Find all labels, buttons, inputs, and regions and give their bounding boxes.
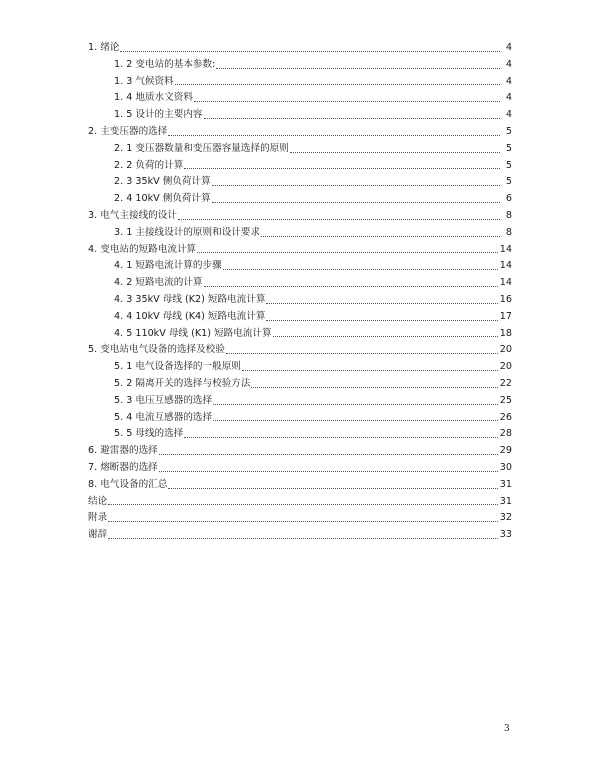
toc-dot-leader <box>212 185 500 186</box>
toc-dot-leader <box>290 152 500 153</box>
toc-entry-title: 2. 4 10kV 侧负荷计算 <box>114 193 211 205</box>
toc-dot-leader <box>184 437 497 438</box>
toc-dot-leader <box>213 404 498 405</box>
toc-entry-page: 20 <box>499 344 512 356</box>
toc-entry-title: 4. 变电站的短路电流计算 <box>88 243 197 255</box>
toc-dot-leader <box>120 51 500 52</box>
toc-entry-page: 14 <box>499 277 512 289</box>
toc-entry-title: 3. 电气主接线的设计 <box>88 209 177 221</box>
toc-entry-page: 22 <box>499 377 512 389</box>
toc-dot-leader <box>242 370 498 371</box>
toc-entry[interactable] <box>88 477 512 494</box>
toc-entry[interactable] <box>88 208 512 225</box>
toc-entry-title: 谢辞 <box>88 529 108 541</box>
toc-entry[interactable] <box>88 326 512 343</box>
toc-dot-leader <box>223 269 498 270</box>
toc-entry-title: 2. 1 变压器数量和变压器容量选择的原则 <box>114 142 289 154</box>
toc-entry-page: 18 <box>499 327 512 339</box>
toc-entry-page: 31 <box>499 478 512 490</box>
toc-entry-page: 28 <box>499 428 512 440</box>
toc-entry[interactable] <box>88 527 512 544</box>
toc-entry-title: 1. 2 变电站的基本参数: <box>114 58 216 70</box>
toc-entry[interactable] <box>88 443 512 460</box>
toc-entry-page: 14 <box>499 243 512 255</box>
toc-entry[interactable] <box>88 74 512 91</box>
toc-entry-page: 31 <box>499 495 512 507</box>
toc-entry-page: 14 <box>499 260 512 272</box>
toc-entry[interactable] <box>88 90 512 107</box>
toc-dot-leader <box>204 118 500 119</box>
toc-dot-leader <box>184 168 500 169</box>
toc-entry-page: 17 <box>499 310 512 322</box>
toc-entry-page: 5 <box>505 176 512 188</box>
toc-dot-leader <box>108 521 498 522</box>
toc-entry-page: 8 <box>505 209 512 221</box>
toc-entry[interactable] <box>88 40 512 57</box>
toc-entry[interactable] <box>88 225 512 242</box>
toc-entry[interactable] <box>88 292 512 309</box>
toc-dot-leader <box>212 202 500 203</box>
toc-dot-leader <box>197 252 498 253</box>
toc-entry-page: 25 <box>499 394 512 406</box>
page-number: 3 <box>504 724 510 734</box>
toc-entry-title: 5. 5 母线的选择 <box>114 428 184 440</box>
toc-entry-title: 附录 <box>88 512 108 524</box>
toc-entry-page: 8 <box>505 226 512 238</box>
toc-dot-leader <box>213 420 498 421</box>
toc-entry[interactable] <box>88 191 512 208</box>
toc-entry-page: 33 <box>499 529 512 541</box>
toc-dot-leader <box>261 236 500 237</box>
toc-entry-title: 5. 4 电流互感器的选择 <box>114 411 213 423</box>
toc-entry-page: 4 <box>505 109 512 121</box>
toc-dot-leader <box>108 504 498 505</box>
toc-entry-page: 30 <box>499 461 512 473</box>
toc-entry-title: 6. 避雷器的选择 <box>88 445 158 457</box>
toc-entry-page: 29 <box>499 445 512 457</box>
toc-entry-page: 4 <box>505 92 512 104</box>
toc-entry[interactable] <box>88 309 512 326</box>
toc-dot-leader <box>226 353 498 354</box>
toc-entry-title: 1. 3 气候资料 <box>114 75 174 87</box>
toc-entry-title: 1. 4 地质水文资料 <box>114 92 193 104</box>
toc-dot-leader <box>251 387 497 388</box>
toc-entry[interactable] <box>88 342 512 359</box>
toc-entry-page: 5 <box>505 142 512 154</box>
toc-entry-title: 4. 1 短路电流计算的步骤 <box>114 260 222 272</box>
toc-entry[interactable] <box>88 124 512 141</box>
toc-entry-title: 5. 2 隔离开关的选择与校验方法 <box>114 377 251 389</box>
toc-entry-page: 20 <box>499 361 512 373</box>
toc-entry-page: 5 <box>505 125 512 137</box>
toc-entry[interactable] <box>88 275 512 292</box>
toc-entry-title: 5. 变电站电气设备的选择及校验 <box>88 344 225 356</box>
toc-dot-leader <box>216 68 500 69</box>
toc-entry-title: 4. 5 110kV 母线 (K1) 短路电流计算 <box>114 327 272 339</box>
toc-entry-page: 16 <box>499 293 512 305</box>
toc-entry-page: 26 <box>499 411 512 423</box>
toc-entry[interactable] <box>88 460 512 477</box>
toc-entry-title: 5. 3 电压互感器的选择 <box>114 394 213 406</box>
toc-entry[interactable] <box>88 107 512 124</box>
toc-entry-title: 5. 1 电气设备选择的一般原则 <box>114 361 241 373</box>
toc-entry-page: 4 <box>505 58 512 70</box>
toc-entry[interactable] <box>88 494 512 511</box>
toc-entry-title: 7. 熔断器的选择 <box>88 461 158 473</box>
toc-dot-leader <box>178 219 500 220</box>
toc-entry[interactable] <box>88 510 512 527</box>
toc-entry-page: 4 <box>505 75 512 87</box>
toc-entry[interactable] <box>88 376 512 393</box>
toc-entry-page: 32 <box>499 512 512 524</box>
toc-dot-leader <box>194 101 500 102</box>
toc-entry-title: 2. 3 35kV 侧负荷计算 <box>114 176 211 188</box>
toc-dot-leader <box>159 471 498 472</box>
toc-entry-title: 2. 主变压器的选择 <box>88 125 168 137</box>
toc-dot-leader <box>168 488 497 489</box>
toc-entry-title: 4. 4 10kV 母线 (K4) 短路电流计算 <box>114 310 266 322</box>
toc-entry[interactable] <box>88 426 512 443</box>
toc-dot-leader <box>273 336 498 337</box>
toc-dot-leader <box>266 320 497 321</box>
toc-entry-title: 8. 电气设备的汇总 <box>88 478 168 490</box>
toc-entry[interactable] <box>88 393 512 410</box>
toc-entry[interactable] <box>88 158 512 175</box>
toc-entry-page: 6 <box>505 193 512 205</box>
toc-entry-title: 3. 1 主接线设计的原则和设计要求 <box>114 226 261 238</box>
toc-entry-title: 4. 3 35kV 母线 (K2) 短路电流计算 <box>114 293 266 305</box>
toc-entry-title: 4. 2 短路电流的计算 <box>114 277 203 289</box>
toc-entry[interactable] <box>88 141 512 158</box>
toc-dot-leader <box>108 538 498 539</box>
toc-entry-title: 2. 2 负荷的计算 <box>114 159 184 171</box>
toc-dot-leader <box>168 135 500 136</box>
toc-entry-page: 5 <box>505 159 512 171</box>
toc-entry[interactable] <box>88 359 512 376</box>
toc-dot-leader <box>204 286 498 287</box>
toc-entry-title: 结论 <box>88 495 108 507</box>
toc-dot-leader <box>266 303 497 304</box>
toc-dot-leader <box>175 84 500 85</box>
toc-entry[interactable] <box>88 57 512 74</box>
toc-entry-title: 1. 5 设计的主要内容 <box>114 109 203 121</box>
toc-entry[interactable] <box>88 258 512 275</box>
toc-entry[interactable] <box>88 242 512 259</box>
table-of-contents <box>88 40 512 544</box>
toc-dot-leader <box>159 454 498 455</box>
toc-entry[interactable] <box>88 174 512 191</box>
toc-entry-page: 4 <box>505 42 512 53</box>
toc-entry-title: 1. 绪论 <box>88 42 120 53</box>
toc-entry[interactable] <box>88 410 512 427</box>
